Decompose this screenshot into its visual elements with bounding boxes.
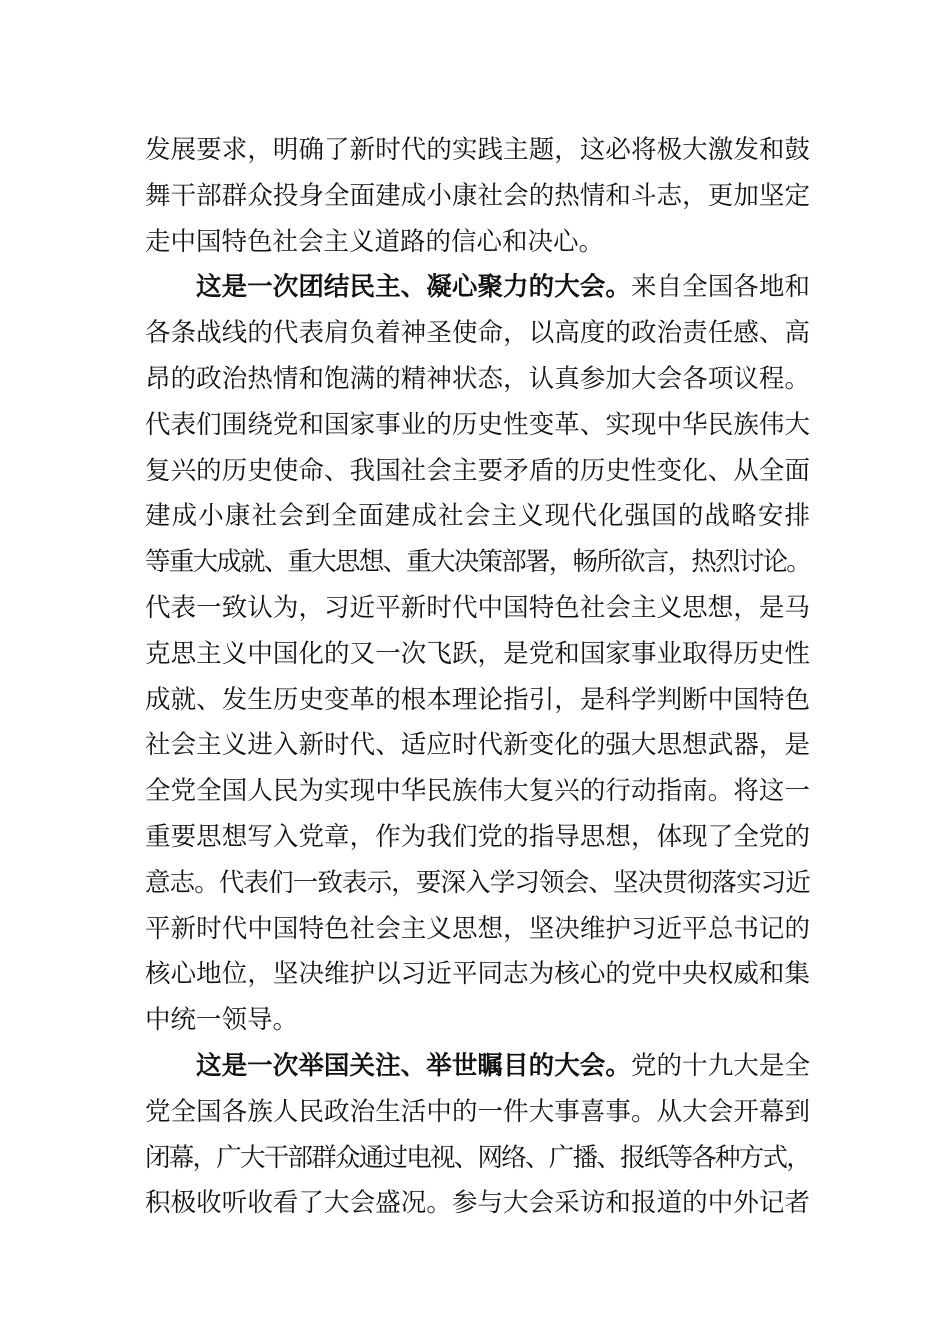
paragraph-2-line-3: 昂的政治热情和饱满的精神状态，认真参加大会各项议程。 <box>145 363 810 394</box>
paragraph-2-first-line-rest: 来自全国各地和 <box>630 272 810 303</box>
paragraph-2-line-11: 社会主义进入新时代、适应时代新变化的强大思想武器，是 <box>145 730 810 761</box>
paragraph-3-first-line-rest: 党的十九大是全 <box>630 1050 810 1081</box>
paragraph-3 <box>145 1044 810 1227</box>
paragraph-2 <box>145 265 810 1044</box>
paragraph-2-line-16: 核心地位，坚决维护以习近平同志为核心的党中央权威和集 <box>145 959 810 990</box>
paragraph-3-lead-heading: 这是一次举国关注、举世瞩目的大会。 <box>196 1050 631 1081</box>
paragraph-2-line-2: 各条战线的代表肩负着神圣使命，以高度的政治责任感、高 <box>145 318 810 349</box>
paragraph-2-line-8: 代表一致认为，习近平新时代中国特色社会主义思想，是马 <box>145 592 810 623</box>
paragraph-1-line-1: 发展要求，明确了新时代的实践主题，这必将极大激发和鼓 <box>145 135 810 165</box>
paragraph-3-line-4: 积极收听收看了大会盛况。参与大会采访和报道的中外记者 <box>145 1188 810 1219</box>
paragraph-1-line-3: 走中国特色社会主义道路的信心和决心。 <box>145 226 605 257</box>
paragraph-2-lead-heading: 这是一次团结民主、凝心聚力的大会。 <box>196 272 631 303</box>
paragraph-3-line-3: 闭幕，广大干部群众通过电视、网络、广播、报纸等各种方式， <box>145 1142 810 1173</box>
paragraph-2-line-12: 全党全国人民为实现中华民族伟大复兴的行动指南。将这一 <box>145 776 810 807</box>
paragraph-2-line-15: 平新时代中国特色社会主义思想，坚决维护习近平总书记的 <box>145 913 810 944</box>
paragraph-2-line-1 <box>145 265 810 311</box>
paragraph-2-line-17: 中统一领导。 <box>145 1005 299 1036</box>
paragraph-2-line-4: 代表们围绕党和国家事业的历史性变革、实现中华民族伟大 <box>145 409 810 440</box>
paragraph-3-line-2: 党全国各族人民政治生活中的一件大事喜事。从大会开幕到 <box>145 1096 810 1127</box>
paragraph-2-line-10: 成就、发生历史变革的根本理论指引，是科学判断中国特色 <box>145 684 810 715</box>
paragraph-3-line-1 <box>145 1044 810 1090</box>
paragraph-1 <box>145 128 810 265</box>
paragraph-2-line-13: 重要思想写入党章，作为我们党的指导思想，体现了全党的 <box>145 821 810 852</box>
paragraph-2-line-7: 等重大成就、重大思想、重大决策部署，畅所欲言，热烈讨论。 <box>145 547 810 578</box>
paragraph-1-line-2: 舞干部群众投身全面建成小康社会的热情和斗志，更加坚定 <box>145 180 810 211</box>
paragraph-2-line-14: 意志。代表们一致表示，要深入学习领会、坚决贯彻落实习近 <box>145 867 810 898</box>
paragraph-2-line-5: 复兴的历史使命、我国社会主要矛盾的历史性变化、从全面 <box>145 455 810 486</box>
paragraph-2-line-9: 克思主义中国化的又一次飞跃，是党和国家事业取得历史性 <box>145 638 810 669</box>
document-body <box>145 128 810 1227</box>
paragraph-2-line-6: 建成小康社会到全面建成社会主义现代化强国的战略安排 <box>145 501 810 532</box>
